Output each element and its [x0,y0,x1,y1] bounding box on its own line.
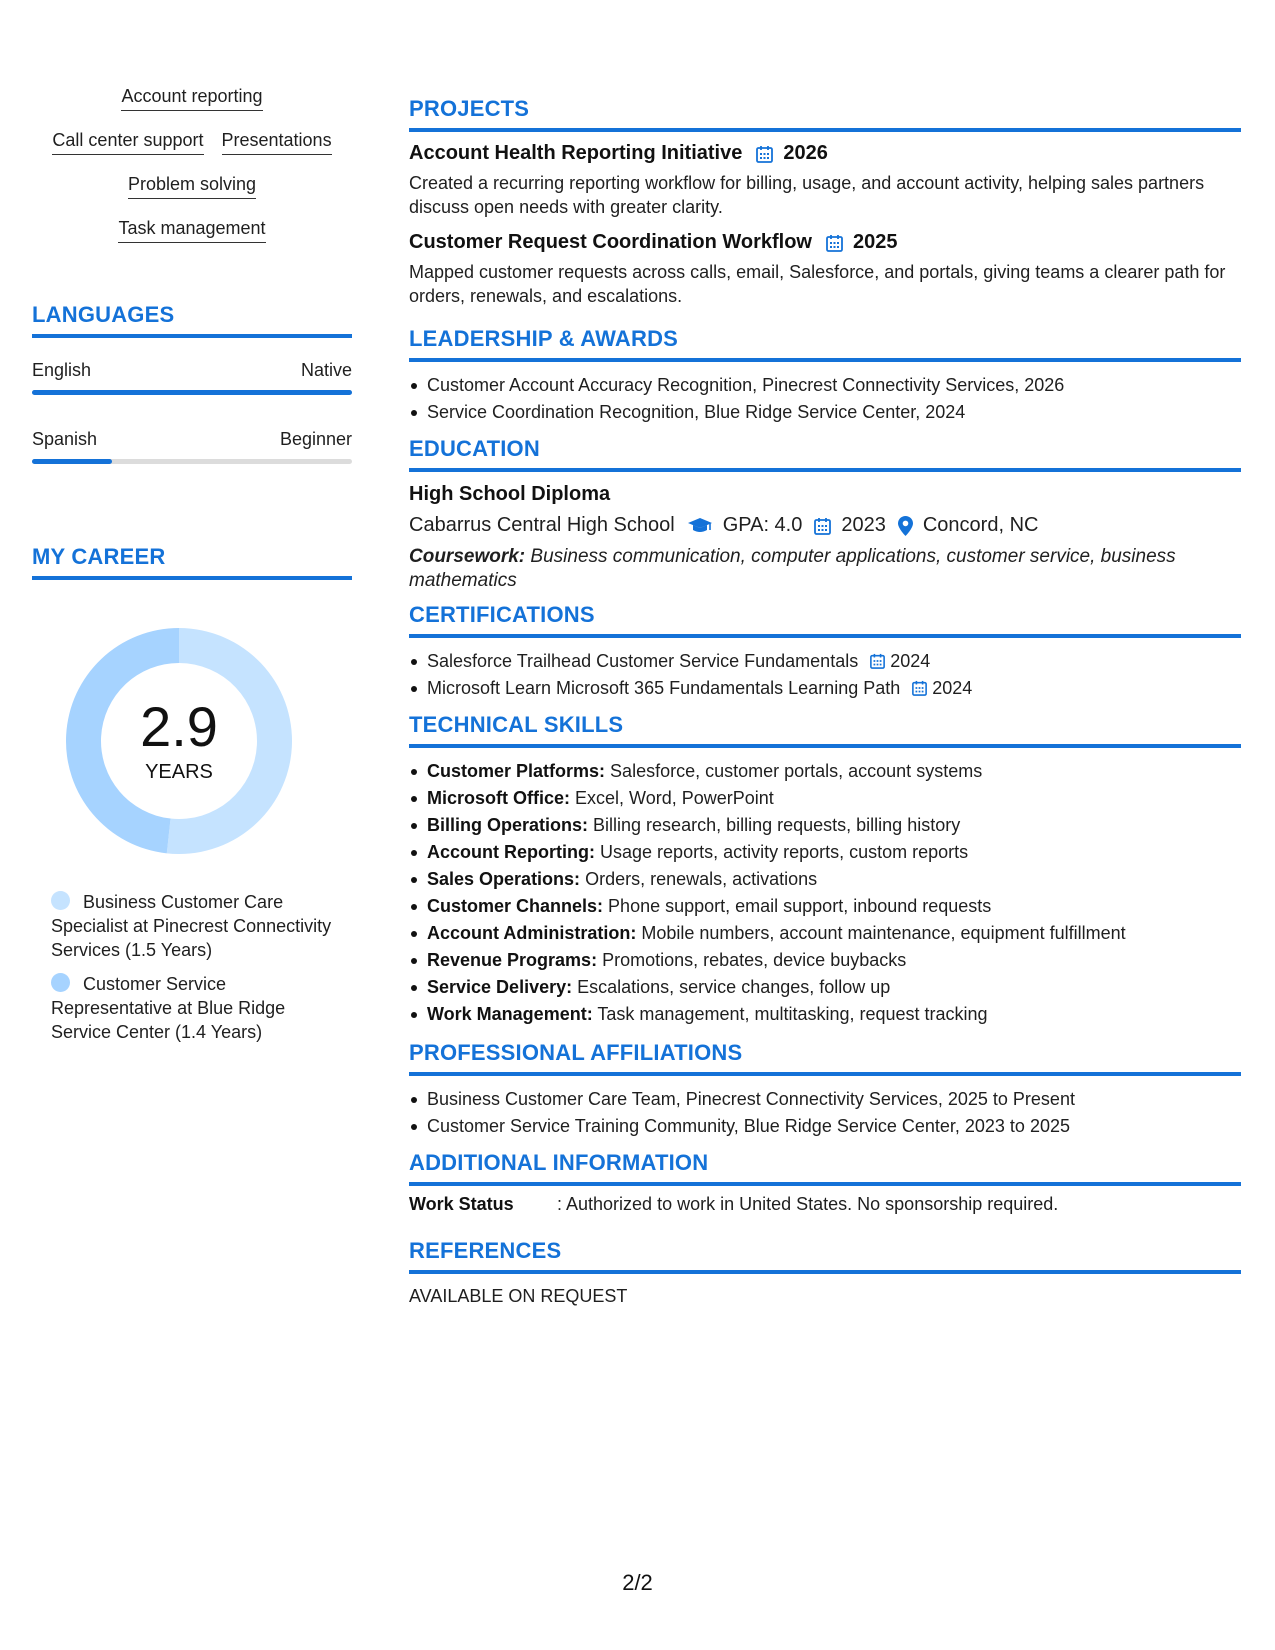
section-title: LEADERSHIP & AWARDS [409,326,679,351]
location-pin-icon [898,516,913,536]
tag-row [32,86,352,111]
skill-value: Orders, renewals, activations [585,869,818,889]
leadership-list [409,372,1241,426]
section-title: EDUCATION [409,436,540,461]
section-rule [32,576,352,580]
project-year: 2026 [783,142,828,164]
language-name: Spanish [32,429,98,449]
legend-text: Business Customer Care Specialist at Pinecrest Connectivity Services (1.5 Years) [51,892,332,960]
coursework-text: Business communication, computer applications, customer service, business mathematics [409,546,1176,591]
graduation-cap-icon [687,517,713,535]
skill-value: Mobile numbers, account maintenance, equipment fulfillment [641,923,1126,943]
skill-label: Billing Operations: [427,815,589,835]
project-item [409,142,1241,219]
section-title: LANGUAGES [32,302,175,327]
degree-title: High School Diploma [409,483,611,505]
skill-label: Sales Operations: [427,869,581,889]
section-rule [409,744,1241,748]
skill-value: Usage reports, activity reports, custom reports [600,842,969,862]
page-number: 2/2 [622,1570,653,1595]
skill-value: Phone support, email support, inbound requests [608,896,992,916]
language-bar [32,390,352,395]
list-item: Customer Account Accuracy Recognition, Pinecrest Connectivity Services, 2026 [409,372,1241,399]
project-description: Created a recurring reporting workflow for billing, usage, and account activity, helping sales partners discuss open needs with greater clarity. [409,173,1205,217]
calendar-icon [814,517,831,535]
section-rule [32,334,352,338]
skill-tag: Call center support [52,130,203,155]
language-item [32,429,352,464]
technical-skills-list [409,758,1241,1028]
skill-label: Service Delivery: [427,977,573,997]
section-rule [409,468,1241,472]
language-level: Native [300,360,352,380]
list-item [409,758,1241,785]
certification-year: 2024 [932,678,973,698]
affiliations-section [409,1040,1241,1140]
section-title: CERTIFICATIONS [409,602,595,627]
skills-tags [32,86,352,262]
list-item [409,866,1241,893]
list-item [409,947,1241,974]
skill-label: Customer Channels: [427,896,604,916]
language-bar-fill [32,390,352,395]
project-description: Mapped customer requests across calls, email, Salesforce, and portals, giving teams a clearer path for orders, renewals, and escalations. [409,262,1226,306]
tag-row [32,174,352,199]
legend-dot [51,891,70,910]
language-bar-fill [32,459,112,464]
list-item [409,675,1241,702]
list-item [409,648,1241,675]
section-title: TECHNICAL SKILLS [409,712,624,737]
legend-item [51,972,341,1044]
list-item [409,974,1241,1001]
section-rule [409,358,1241,362]
certifications-list [409,648,1241,702]
certifications-section [409,602,1241,702]
section-rule [409,128,1241,132]
certification-name: Salesforce Trailhead Customer Service Fundamentals [427,651,859,671]
section-title: REFERENCES [409,1238,562,1263]
skill-tag: Presentations [222,130,332,155]
certification-year: 2024 [890,651,931,671]
calendar-icon [756,145,773,163]
project-name: Account Health Reporting Initiative [409,142,743,164]
career-legend [32,890,352,1044]
calendar-icon [912,680,927,696]
skill-tag: Account reporting [121,86,262,111]
projects-section [409,96,1241,308]
list-item: Service Coordination Recognition, Blue Ridge Service Center, 2024 [409,399,1241,426]
languages-section [32,302,352,464]
education-details [409,514,1241,537]
career-donut-chart [66,628,292,854]
work-status-value: : Authorized to work in United States. No sponsorship required. [557,1194,1059,1214]
calendar-icon [870,653,885,669]
coursework-label: Coursework: [409,546,526,567]
additional-info-section [409,1150,1241,1215]
skill-value: Billing research, billing requests, billing history [593,815,961,835]
legend-text: Customer Service Representative at Blue Ridge Service Center (1.4 Years) [51,974,286,1042]
school-location: Concord, NC [922,514,1039,536]
legend-item [51,890,341,962]
language-item [32,360,352,395]
education-section [409,436,1241,593]
section-title: MY CAREER [32,544,166,569]
skill-label: Customer Platforms: [427,761,606,781]
work-status-row [409,1194,1241,1215]
list-item: Business Customer Care Team, Pinecrest Connectivity Services, 2025 to Present [409,1086,1241,1113]
leadership-section [409,326,1241,426]
list-item: Customer Service Training Community, Blue Ridge Service Center, 2023 to 2025 [409,1113,1241,1140]
language-level: Beginner [279,429,352,449]
list-item [409,920,1241,947]
list-item [409,1001,1241,1028]
language-name: English [32,360,92,380]
certification-name: Microsoft Learn Microsoft 365 Fundamentals Learning Path [427,678,901,698]
language-bar [32,459,352,464]
skill-value: Promotions, rebates, device buybacks [602,950,907,970]
skill-label: Microsoft Office: [427,788,571,808]
graduation-year: 2023 [841,514,886,536]
section-title: ADDITIONAL INFORMATION [409,1150,709,1175]
gpa: GPA: 4.0 [722,514,803,536]
career-section [32,544,352,1054]
references-section [409,1238,1241,1307]
project-item [409,231,1241,308]
list-item [409,812,1241,839]
skill-label: Account Administration: [427,923,637,943]
skill-label: Work Management: [427,1004,593,1024]
section-rule [409,634,1241,638]
affiliations-list [409,1086,1241,1140]
coursework [409,545,1241,593]
legend-dot [51,973,70,992]
project-name: Customer Request Coordination Workflow [409,231,812,253]
technical-skills-section [409,712,1241,1028]
list-item [409,893,1241,920]
school-name: Cabarrus Central High School [409,514,675,536]
career-total: 2.9 [140,694,218,758]
skill-value: Task management, multitasking, request tracking [597,1004,988,1024]
work-status-label: Work Status [409,1194,514,1214]
calendar-icon [826,234,843,252]
skill-value: Escalations, service changes, follow up [577,977,891,997]
section-title: PROJECTS [409,96,530,121]
section-rule [409,1072,1241,1076]
skill-label: Account Reporting: [427,842,595,862]
skill-value: Excel, Word, PowerPoint [575,788,774,808]
section-rule [409,1270,1241,1274]
list-item [409,839,1241,866]
skill-label: Revenue Programs: [427,950,598,970]
tag-row [32,130,352,155]
career-unit: YEARS [145,760,213,783]
skill-value: Salesforce, customer portals, account systems [610,761,983,781]
tag-row [32,218,352,243]
section-title: PROFESSIONAL AFFILIATIONS [409,1040,743,1065]
section-rule [409,1182,1241,1186]
skill-tag: Problem solving [128,174,256,199]
references-text: AVAILABLE ON REQUEST [409,1286,628,1306]
donut-center [66,628,292,854]
list-item [409,785,1241,812]
project-year: 2025 [852,231,898,253]
skill-tag: Task management [118,218,265,243]
